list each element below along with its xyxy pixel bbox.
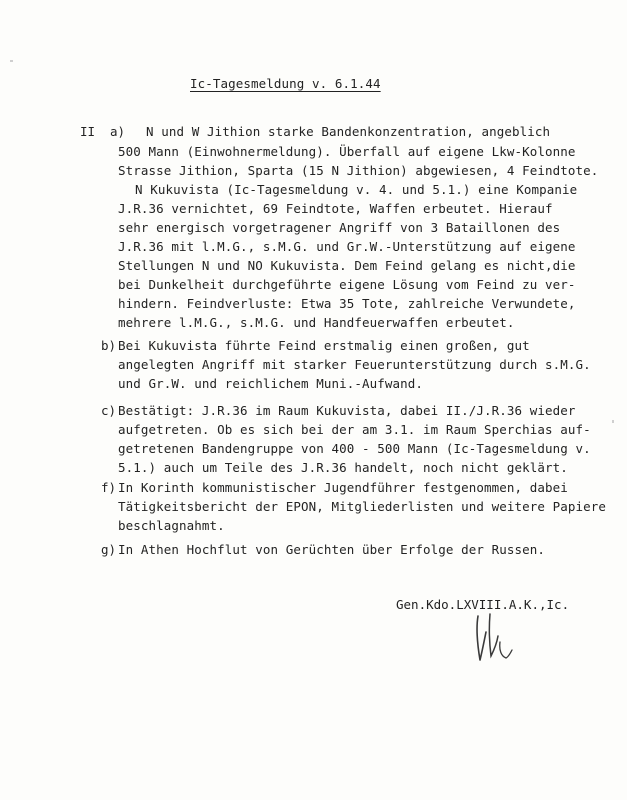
paragraph-a-line: sehr energisch vorgetragener Angriff von 3 Bataillonen des	[118, 220, 561, 235]
paragraph-a-line: Stellungen N und NO Kukuvista. Dem Feind gelang es nicht,die	[118, 258, 576, 273]
handwritten-signature	[470, 612, 516, 666]
paragraph-a-line: 500 Mann (Einwohnermeldung). Überfall auf eigene Lkw-Kolonne	[118, 144, 576, 159]
paragraph-f-marker: f)	[101, 480, 117, 495]
paragraph-c-line: Bestätigt: J.R.36 im Raum Kukuvista, dabei II./J.R.36 wieder	[118, 403, 576, 418]
section-number: II	[80, 124, 96, 139]
paragraph-f-line: In Korinth kommunistischer Jugendführer festgenommen, dabei	[118, 480, 568, 495]
closing-signature-line: Gen.Kdo.LXVIII.A.K.,Ic.	[396, 597, 570, 612]
paragraph-a-line: J.R.36 vernichtet, 69 Feindtote, Waffen erbeutet. Hierauf	[118, 201, 553, 216]
paragraph-a-marker: a)	[110, 124, 126, 139]
paragraph-b-line: angelegten Angriff mit starker Feuerunterstützung durch s.M.G.	[118, 357, 591, 372]
paragraph-a-line: mehrere l.M.G., s.M.G. und Handfeuerwaffen erbeutet.	[118, 315, 515, 330]
paragraph-b-line: Bei Kukuvista führte Feind erstmalig einen großen, gut	[118, 338, 530, 353]
scan-speck	[612, 420, 614, 423]
paragraph-c-line: getretenen Bandengruppe von 400 - 500 Mann (Ic-Tagesmeldung v.	[118, 441, 591, 456]
paragraph-f-line: Tätigkeitsbericht der EPON, Mitgliederlisten und weitere Papiere	[118, 499, 607, 514]
paragraph-g-line: In Athen Hochflut von Gerüchten über Erfolge der Russen.	[118, 542, 546, 557]
paragraph-f-line: beschlagnahmt.	[118, 518, 225, 533]
paragraph-b-line: und Gr.W. und reichlichem Muni.-Aufwand.	[118, 376, 424, 391]
paragraph-a-line: bei Dunkelheit durchgeführte eigene Lösung vom Feind zu ver-	[118, 277, 576, 292]
paragraph-a-line: N und W Jithion starke Bandenkonzentration, angeblich	[146, 124, 551, 139]
paragraph-a-line: J.R.36 mit l.M.G., s.M.G. und Gr.W.-Unterstützung auf eigene	[118, 239, 576, 254]
paragraph-a-line: Strasse Jithion, Sparta (15 N Jithion) abgewiesen, 4 Feindtote.	[118, 163, 599, 178]
document-title: Ic-Tagesmeldung v. 6.1.44	[190, 76, 381, 91]
scan-speck	[10, 60, 13, 62]
paragraph-a-line: N Kukuvista (Ic-Tagesmeldung v. 4. und 5.1.) eine Kompanie	[135, 182, 578, 197]
paragraph-a-line: hindern. Feindverluste: Etwa 35 Tote, zahlreiche Verwundete,	[118, 296, 576, 311]
paragraph-b-marker: b)	[101, 338, 117, 353]
paragraph-c-line: 5.1.) auch um Teile des J.R.36 handelt, noch nicht geklärt.	[118, 460, 568, 475]
paragraph-c-line: aufgetreten. Ob es sich bei der am 3.1. im Raum Sperchias auf-	[118, 422, 591, 437]
paragraph-g-marker: g)	[101, 542, 117, 557]
paragraph-c-marker: c)	[101, 403, 117, 418]
